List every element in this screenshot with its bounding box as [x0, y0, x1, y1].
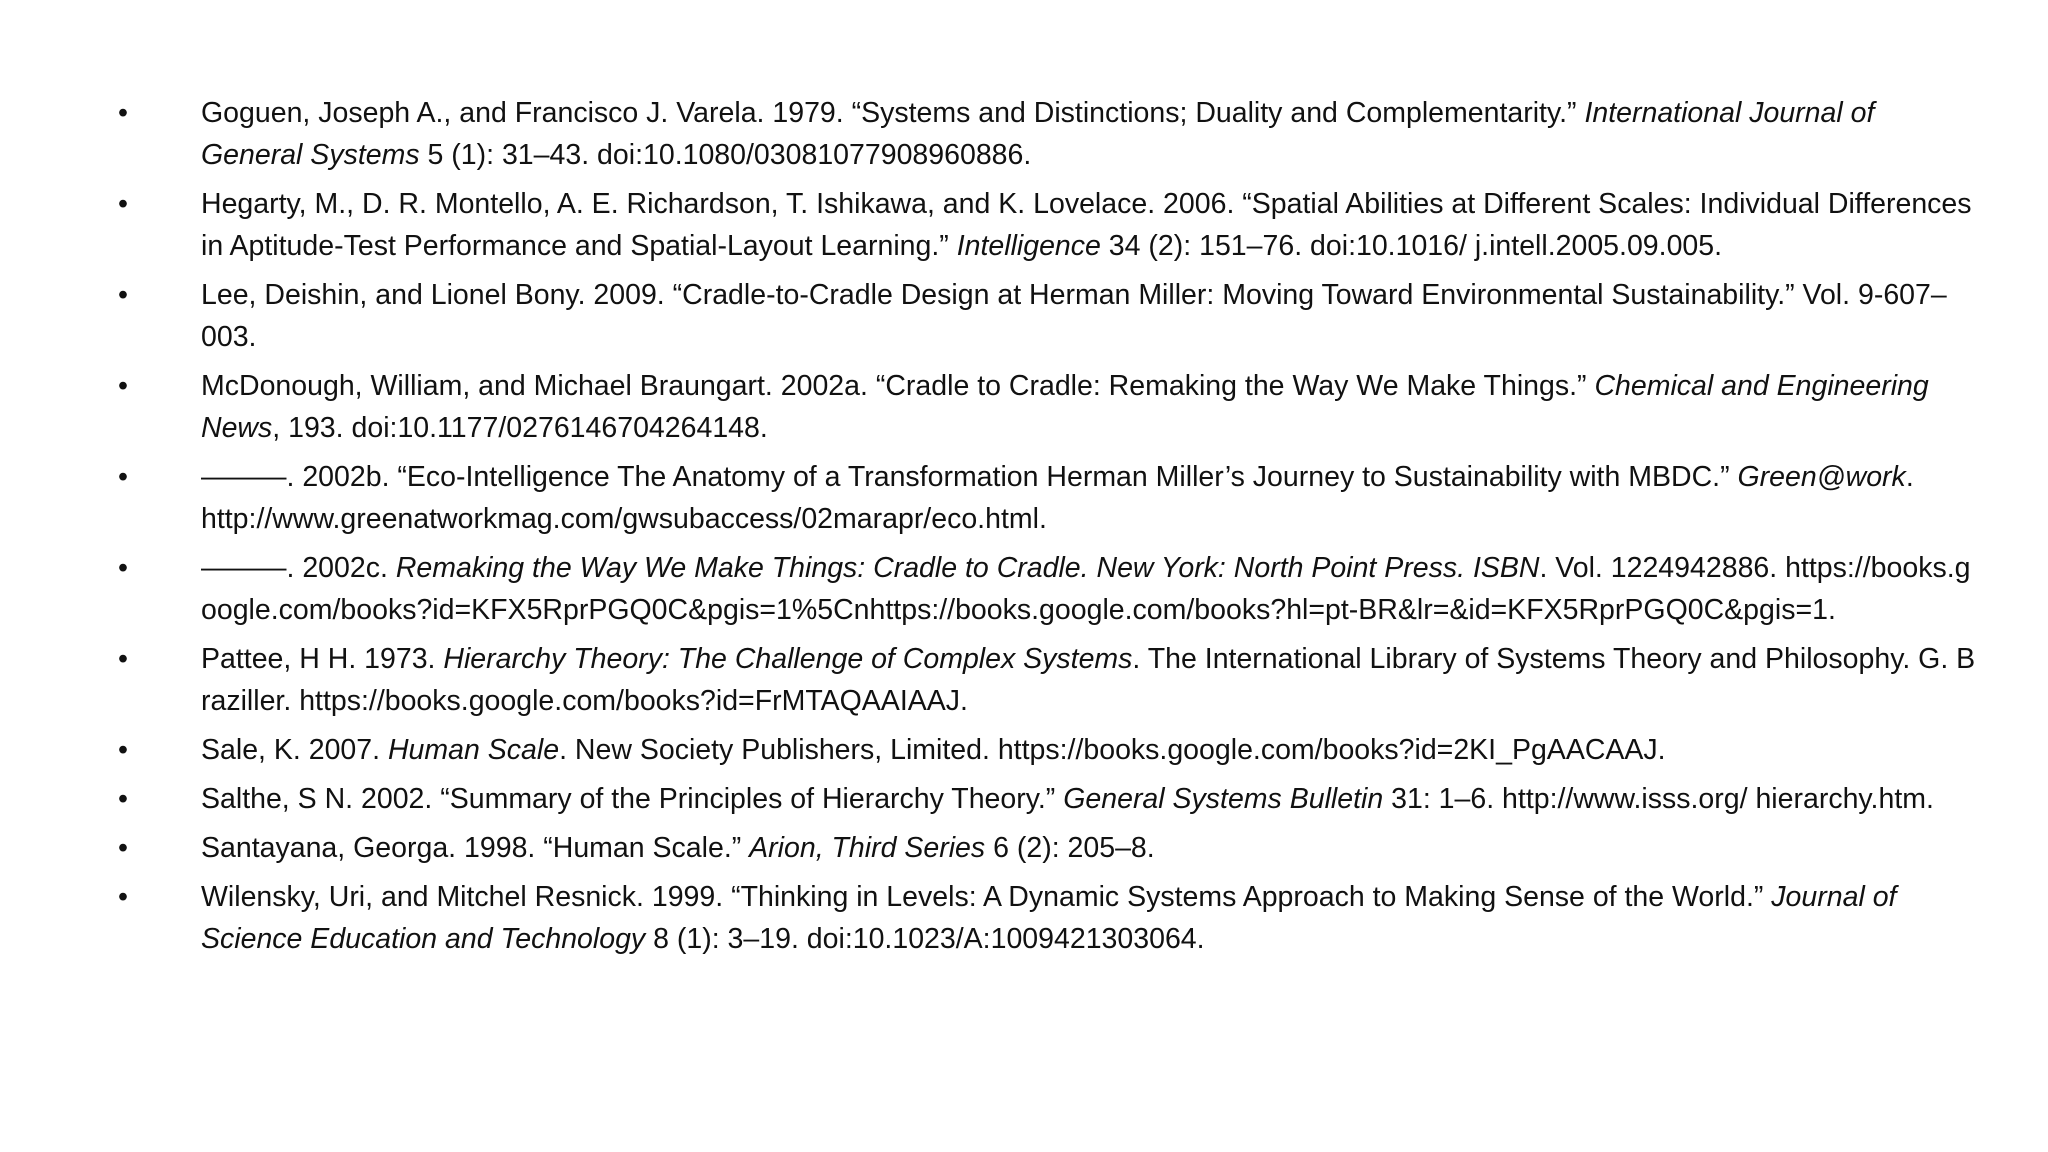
reference-item	[118, 638, 1978, 722]
reference-text	[201, 827, 1978, 869]
bullet-icon: •	[118, 97, 128, 129]
reference-source-title: Chemical and Engineering News	[201, 370, 1929, 444]
reference-source-title: Human Scale	[387, 734, 560, 766]
bullet-icon: •	[118, 370, 128, 402]
reference-source-title: Journal of Science Education and Technology	[201, 881, 1897, 955]
bullet-icon: •	[118, 461, 128, 493]
reference-text-part: Sale, K. 2007.	[201, 734, 388, 766]
reference-item	[118, 92, 1978, 176]
bullet-icon: •	[118, 783, 128, 815]
reference-item	[118, 827, 1978, 869]
reference-text	[201, 638, 1978, 722]
reference-text-part: ———. 2002b. “Eco-Intelligence The Anatomy of a Transformation Herman Miller’s Journey to Sustainability with MBDC.”	[201, 461, 1738, 493]
reference-text	[201, 778, 1978, 820]
bullet-icon: •	[118, 881, 128, 913]
reference-text-part: . Vol. 1224942886. https://books.google.com/books?id=KFX5RprPGQ0C&pgis=1%5Cnhttps://books.google.com/books?hl=pt-BR&lr=&id=KFX5RprPGQ0C&pgis=1.	[201, 552, 1971, 626]
bullet-icon: •	[118, 643, 128, 675]
reference-text-part: . http://www.greenatworkmag.com/gwsubaccess/02marapr/eco.html.	[201, 461, 1914, 535]
bullet-icon: •	[118, 279, 128, 311]
reference-text	[201, 92, 1978, 176]
reference-text-part: Lee, Deishin, and Lionel Bony. 2009. “Cradle-to-Cradle Design at Herman Miller: Moving Toward Environmental Sustainability.” Vol. 9-607–003.	[201, 279, 1947, 353]
reference-item	[118, 183, 1978, 267]
reference-source-title: Intelligence	[956, 230, 1101, 262]
reference-text-part: 5 (1): 31–43. doi:10.1080/03081077908960886.	[419, 139, 1032, 171]
reference-text-part: Salthe, S N. 2002. “Summary of the Principles of Hierarchy Theory.”	[201, 783, 1064, 815]
reference-text	[201, 729, 1978, 771]
reference-item	[118, 547, 1978, 631]
bullet-icon: •	[118, 832, 128, 864]
bullet-icon: •	[118, 734, 128, 766]
reference-text-part: . New Society Publishers, Limited. https://books.google.com/books?id=2KI_PgAACAAJ.	[559, 734, 1666, 766]
reference-source-title: Green@work	[1737, 461, 1906, 493]
reference-source-title: Remaking the Way We Make Things: Cradle to Cradle. New York: North Point Press. ISBN	[395, 552, 1540, 584]
reference-item	[118, 876, 1978, 960]
reference-text	[201, 456, 1978, 540]
reference-source-title: Arion, Third Series	[749, 832, 986, 864]
reference-text-part: 34 (2): 151–76. doi:10.1016/ j.intell.2005.09.005.	[1100, 230, 1723, 262]
reference-text	[201, 547, 1978, 631]
reference-text-part: Wilensky, Uri, and Mitchel Resnick. 1999. “Thinking in Levels: A Dynamic Systems Approach to Making Sense of the World.”	[201, 881, 1772, 913]
reference-item	[118, 456, 1978, 540]
bullet-icon: •	[118, 552, 128, 584]
reference-item	[118, 778, 1978, 820]
reference-text	[201, 365, 1978, 449]
reference-list	[118, 92, 1978, 967]
reference-item	[118, 729, 1978, 771]
reference-text-part: . The International Library of Systems Theory and Philosophy. G. Braziller. https://books.google.com/books?id=FrMTAQAAIAAJ.	[201, 643, 1976, 717]
reference-text-part: ———. 2002c.	[201, 552, 396, 584]
reference-source-title: Hierarchy Theory: The Challenge of Complex Systems	[443, 643, 1133, 675]
reference-text-part: Hegarty, M., D. R. Montello, A. E. Richardson, T. Ishikawa, and K. Lovelace. 2006. “Spatial Abilities at Different Scales: Individual Differences in Aptitude-Test Performance and Spatial-Layout Learning.”	[201, 188, 1972, 262]
bullet-icon: •	[118, 188, 128, 220]
reference-text-part: McDonough, William, and Michael Braungart. 2002a. “Cradle to Cradle: Remaking the Way We Make Things.”	[201, 370, 1595, 402]
reference-text-part: Pattee, H H. 1973.	[201, 643, 444, 675]
reference-source-title: International Journal of General Systems	[201, 97, 1875, 171]
reference-text	[201, 183, 1978, 267]
reference-text	[201, 876, 1978, 960]
reference-text-part: , 193. doi:10.1177/0276146704264148.	[272, 412, 768, 444]
reference-text-part: 31: 1–6. http://www.isss.org/ hierarchy.htm.	[1383, 783, 1934, 815]
reference-text	[201, 274, 1978, 358]
reference-item	[118, 365, 1978, 449]
reference-item	[118, 274, 1978, 358]
reference-text-part: Goguen, Joseph A., and Francisco J. Varela. 1979. “Systems and Distinctions; Duality and Complementarity.”	[201, 97, 1585, 129]
reference-text-part: 6 (2): 205–8.	[985, 832, 1155, 864]
reference-source-title: General Systems Bulletin	[1063, 783, 1384, 815]
reference-text-part: Santayana, Georga. 1998. “Human Scale.”	[201, 832, 750, 864]
reference-text-part: 8 (1): 3–19. doi:10.1023/A:1009421303064.	[645, 923, 1205, 955]
